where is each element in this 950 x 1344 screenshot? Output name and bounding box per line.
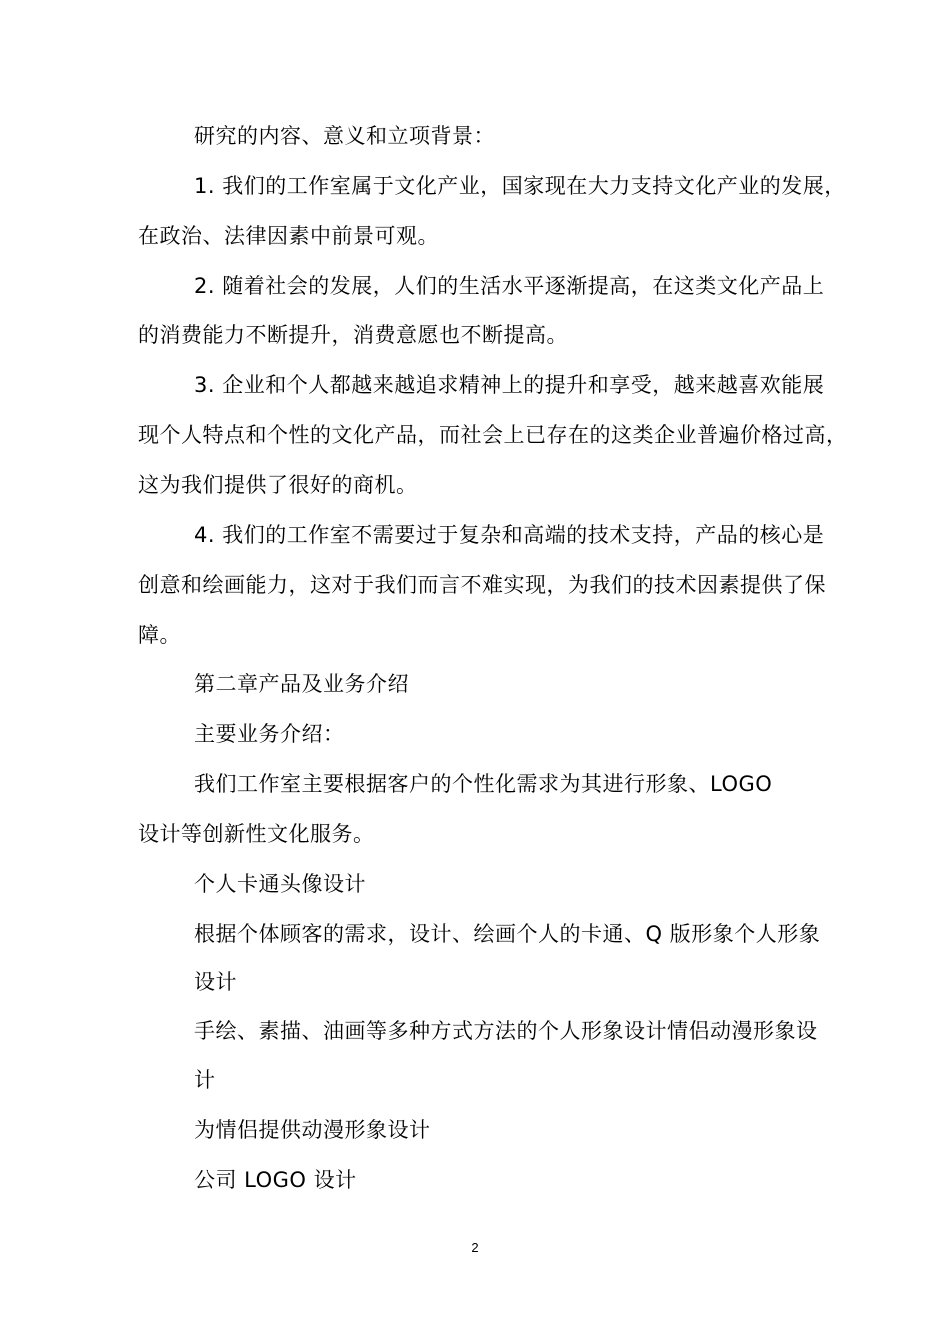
paragraph-line: 我们工作室主要根据客户的个性化需求为其进行形象、LOGO: [194, 772, 773, 796]
chapter-heading: 第二章产品及业务介绍: [194, 672, 409, 696]
paragraph-line: 4. 我们的工作室不需要过于复杂和高端的技术支持，产品的核心是: [194, 523, 825, 547]
paragraph-line: 根据个体顾客的需求，设计、绘画个人的卡通、Q 版形象个人形象: [194, 922, 821, 946]
paragraph-line: 设计: [194, 970, 237, 994]
paragraph-line: 的消费能力不断提升，消费意愿也不断提高。: [138, 323, 568, 347]
paragraph-line: 1. 我们的工作室属于文化产业，国家现在大力支持文化产业的发展，: [194, 174, 846, 198]
paragraph-line: 这为我们提供了很好的商机。: [138, 473, 418, 497]
service-heading: 公司 LOGO 设计: [194, 1168, 357, 1192]
paragraph-line: 计: [194, 1068, 216, 1092]
paragraph-line: 在政治、法律因素中前景可观。: [138, 224, 439, 248]
paragraph-line: 手绘、素描、油画等多种方式方法的个人形象设计情侣动漫形象设: [194, 1019, 818, 1043]
paragraph-line: 2. 随着社会的发展，人们的生活水平逐渐提高，在这类文化产品上: [194, 274, 825, 298]
paragraph-line: 现个人特点和个性的文化产品，而社会上已存在的这类企业普遍价格过高，: [138, 423, 848, 447]
paragraph-line: 设计等创新性文化服务。: [138, 822, 375, 846]
paragraph-heading-research: 研究的内容、意义和立项背景：: [194, 124, 495, 148]
paragraph-line: 3. 企业和个人都越来越追求精神上的提升和享受，越来越喜欢能展: [194, 373, 825, 397]
section-heading: 主要业务介绍：: [194, 722, 345, 746]
paragraph-line: 创意和绘画能力，这对于我们而言不难实现，为我们的技术因素提供了保: [138, 573, 826, 597]
paragraph-line: 为情侣提供动漫形象设计: [194, 1118, 431, 1142]
paragraph-line: 障。: [138, 623, 181, 647]
page-number: 2: [471, 1240, 479, 1255]
service-heading: 个人卡通头像设计: [194, 872, 366, 896]
